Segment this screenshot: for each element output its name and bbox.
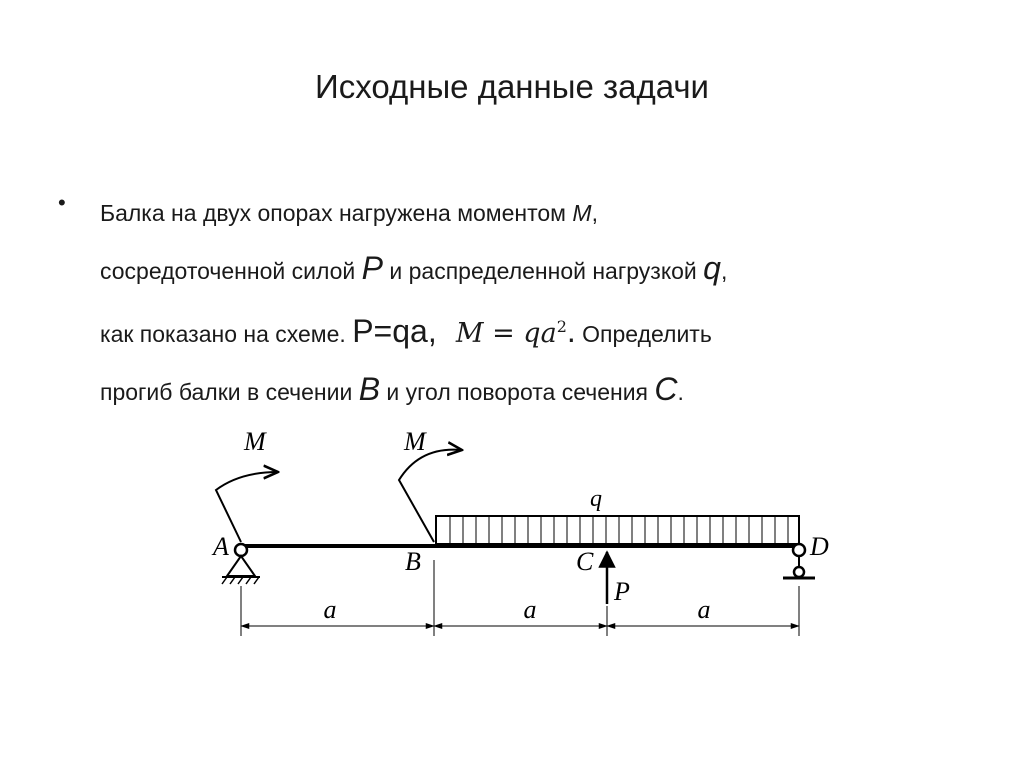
line2-text: сосредоточенной силой [100, 258, 362, 284]
load-label-q: q [590, 486, 602, 512]
line1-text: Балка на двух опорах нагружена моментом [100, 200, 573, 226]
beam-diagram [180, 410, 880, 650]
text-line-3 [100, 299, 978, 362]
line1-end: , [591, 200, 598, 226]
text-line-1 [100, 186, 978, 241]
span-label-2: a [523, 595, 537, 624]
line3-text: как показано на схеме. [100, 321, 353, 347]
span-label-1: a [323, 595, 337, 624]
text-line-2 [100, 241, 978, 299]
line4-text: прогиб балки в сечении [100, 379, 359, 405]
line2-end: , [720, 258, 728, 284]
formula-M-exponent: 2 [556, 317, 567, 336]
symbol-P: P [361, 250, 384, 286]
line3-end: Определить [575, 321, 712, 347]
formula-M-lhs: M = qa [455, 318, 557, 349]
force-label-P: P [614, 577, 630, 606]
moment-arrow-B [399, 450, 462, 542]
distributed-load [436, 516, 799, 544]
point-label-B: B [405, 547, 421, 576]
line4-end: . [677, 379, 684, 405]
moment-label-A: M [244, 427, 266, 456]
formula-M [456, 318, 567, 349]
symbol-q: q [703, 250, 721, 286]
line2-mid: и распределенной нагрузкой [383, 258, 704, 284]
symbol-B: B [358, 371, 381, 407]
symbol-C: C [654, 371, 678, 407]
symbol-M: M [572, 200, 592, 226]
point-label-A: A [213, 532, 229, 561]
formula-P: P=qa, [352, 313, 437, 349]
moment-label-B: M [404, 427, 426, 456]
problem-statement [58, 186, 978, 420]
line4-mid: и угол поворота сечения [380, 379, 655, 405]
point-label-D: D [810, 532, 829, 561]
point-label-C: C [576, 547, 594, 576]
bullet-marker: • [58, 190, 66, 215]
slide-title: Исходные данные задачи [315, 68, 709, 105]
formula-dot: . [566, 313, 576, 349]
span-label-3: a [697, 595, 711, 624]
problem-text [100, 186, 978, 420]
